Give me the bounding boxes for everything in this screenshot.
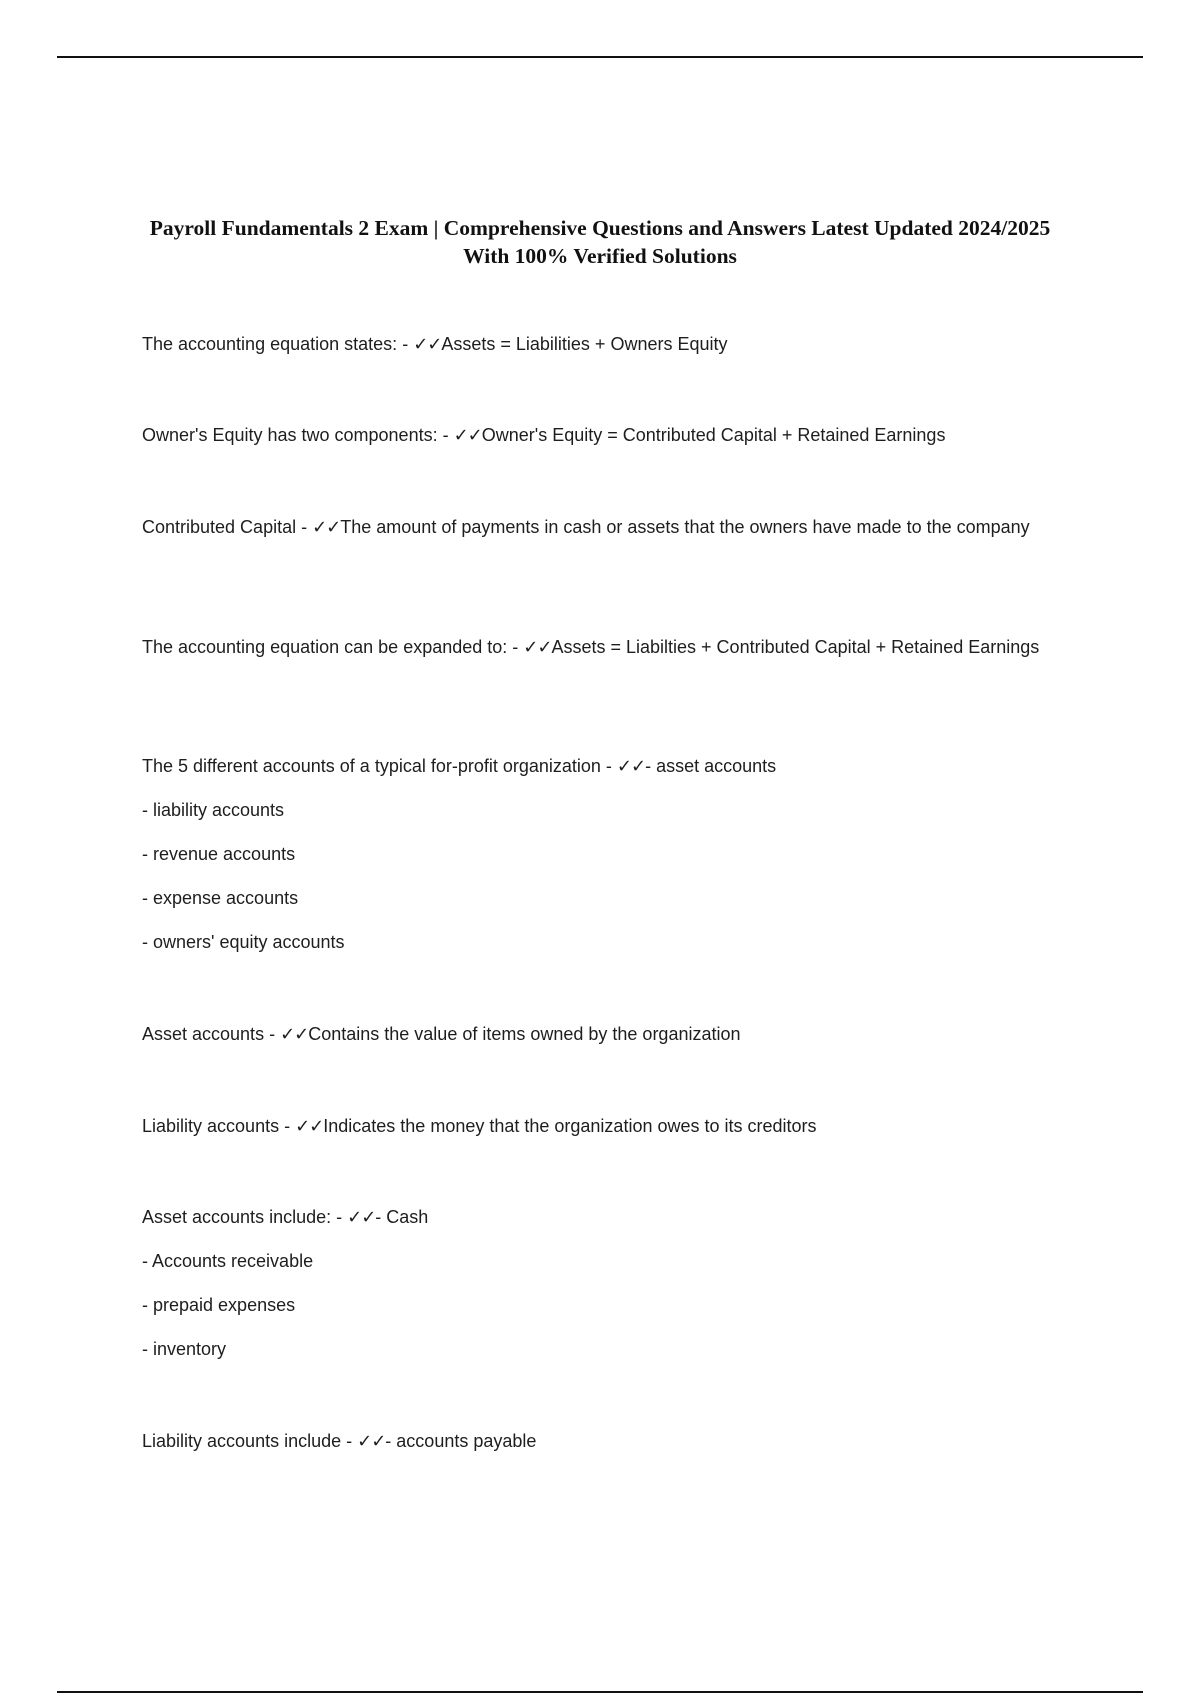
- double-check-icon: ✓✓: [523, 637, 552, 657]
- answer-text: The amount of payments in cash or assets that the owners have made to the company: [340, 517, 1030, 537]
- list-item: - inventory: [142, 1339, 227, 1359]
- list-item: - Accounts receivable: [142, 1251, 314, 1271]
- answer-text: Indicates the money that the organization owes to its creditors: [323, 1116, 817, 1136]
- question-text: Liability accounts: [142, 1116, 280, 1136]
- document-title: Payroll Fundamentals 2 Exam | Comprehensive Questions and Answers Latest Updated 2024/2025 With 100% Verified Solutions: [149, 216, 1051, 268]
- double-check-icon: ✓✓: [312, 517, 341, 537]
- separator: -: [437, 425, 454, 445]
- double-check-icon: ✓✓: [347, 1207, 376, 1227]
- answer-text: Assets = Liabilties + Contributed Capital + Retained Earnings: [551, 637, 1040, 657]
- double-check-icon: ✓✓: [357, 1431, 386, 1451]
- answer-text: Owner's Equity = Contributed Capital + Retained Earnings: [481, 425, 946, 445]
- double-check-icon: ✓✓: [453, 425, 482, 445]
- separator: -: [600, 756, 617, 776]
- separator: -: [279, 1116, 296, 1136]
- double-check-icon: ✓✓: [295, 1116, 324, 1136]
- answer-text: - asset accounts: [645, 756, 777, 776]
- question-text: Owner's Equity has two components:: [142, 425, 438, 445]
- qa-item: [142, 330, 1062, 359]
- double-check-icon: ✓✓: [280, 1024, 309, 1044]
- answer-text: - accounts payable: [385, 1431, 537, 1451]
- list-item: - prepaid expenses: [142, 1295, 296, 1315]
- answer-text: - Cash: [375, 1207, 429, 1227]
- separator: -: [397, 334, 414, 354]
- qa-item: [142, 1112, 1062, 1141]
- separator: -: [507, 637, 524, 657]
- bottom-rule: [57, 1691, 1143, 1693]
- list-item: - revenue accounts: [142, 844, 296, 864]
- question-text: Asset accounts include:: [142, 1207, 332, 1227]
- separator: -: [296, 517, 313, 537]
- list-item: - liability accounts: [142, 800, 285, 820]
- answer-text: Contains the value of items owned by the organization: [308, 1024, 741, 1044]
- qa-item: [142, 421, 1062, 450]
- qa-item: [142, 1427, 1062, 1456]
- separator: -: [341, 1431, 358, 1451]
- qa-item: [142, 633, 1062, 662]
- question-text: The accounting equation can be expanded to:: [142, 637, 508, 657]
- qa-item: [142, 752, 1062, 957]
- top-rule: [57, 56, 1143, 58]
- separator: -: [264, 1024, 281, 1044]
- separator: -: [331, 1207, 348, 1227]
- qa-item: [142, 1020, 1062, 1049]
- question-text: Liability accounts include: [142, 1431, 342, 1451]
- answer-text: Assets = Liabilities + Owners Equity: [441, 334, 728, 354]
- list-item: - expense accounts: [142, 888, 299, 908]
- question-text: The 5 different accounts of a typical for-profit organization: [142, 756, 601, 776]
- qa-item: [142, 513, 1062, 542]
- qa-item: [142, 1203, 1062, 1364]
- double-check-icon: ✓✓: [413, 334, 442, 354]
- question-text: The accounting equation states:: [142, 334, 398, 354]
- double-check-icon: ✓✓: [616, 756, 646, 776]
- question-text: Contributed Capital: [142, 517, 297, 537]
- list-item: - owners' equity accounts: [142, 932, 345, 952]
- question-text: Asset accounts: [142, 1024, 265, 1044]
